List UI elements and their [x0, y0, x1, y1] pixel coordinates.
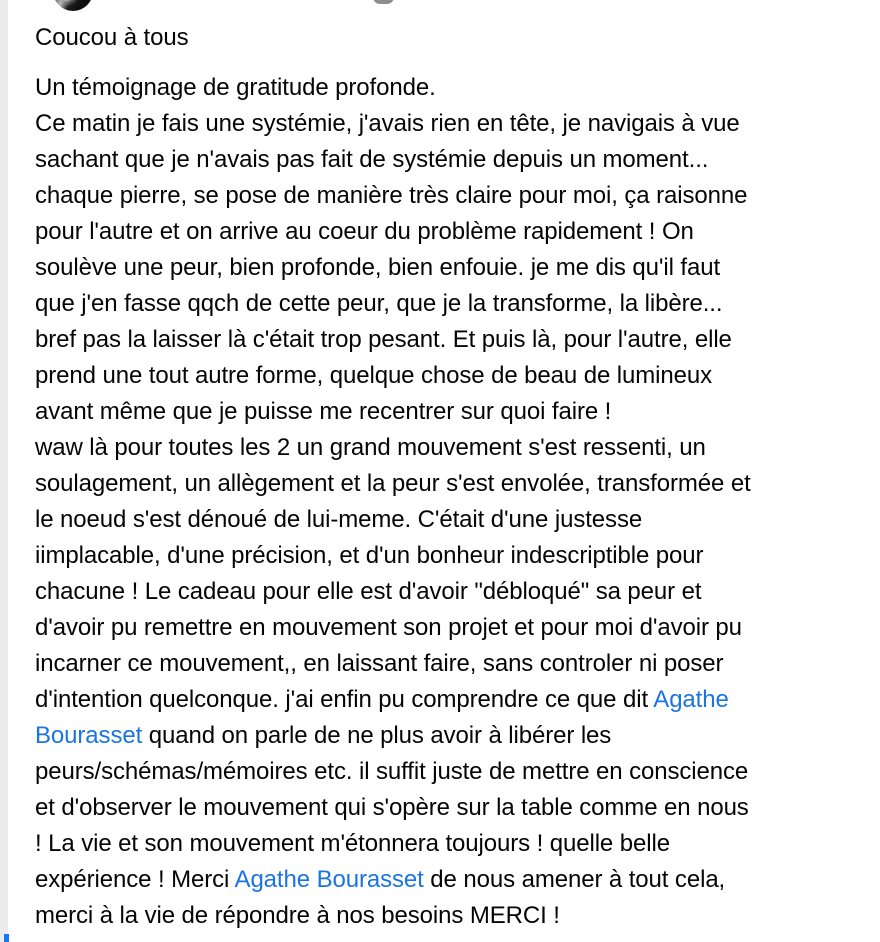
text-run: d'avoir pu remettre en mouvement son projet et pour moi d'avoir pu [35, 614, 742, 641]
text-run: d'intention quelconque. j'ai enfin pu comprendre ce que dit [35, 686, 654, 713]
text-run: expérience ! Merci [35, 866, 235, 893]
text-run: sachant que je n'avais pas fait de systémie depuis un moment... [35, 146, 709, 173]
post-text-line [35, 430, 873, 466]
post-text-line [35, 898, 873, 934]
post-text-line [35, 214, 873, 250]
text-run: ! La vie et son mouvement m'étonnera toujours ! quelle belle [35, 830, 670, 857]
profile-link[interactable]: Bourasset [35, 722, 143, 749]
post-text-line [35, 70, 873, 106]
post-text-line [35, 862, 873, 898]
post-text-line [35, 142, 873, 178]
post-text-line [35, 610, 873, 646]
text-run: de nous amener à tout cela, [423, 866, 726, 893]
post-text-line [35, 574, 873, 610]
post-text-line [35, 394, 873, 430]
text-run: avant même que je puisse me recentrer sur quoi faire ! [35, 398, 612, 425]
text-run: pour l'autre et on arrive au coeur du problème rapidement ! On [35, 218, 694, 245]
profile-link[interactable]: Agathe Bourasset [234, 866, 424, 893]
post-text-line [35, 826, 873, 862]
text-run: merci à la vie de répondre à nos besoins MERCI ! [35, 902, 560, 929]
avatar[interactable] [53, 0, 93, 11]
post-text-line [35, 286, 873, 322]
post-text-line [35, 178, 873, 214]
post-content [35, 20, 873, 934]
text-run: waw là pour toutes les 2 un grand mouvement s'est ressenti, un [35, 434, 706, 461]
post-text-line [35, 718, 873, 754]
text-run: Ce matin je fais une systémie, j'avais rien en tête, je navigais à vue [35, 110, 740, 137]
text-run: peurs/schémas/mémoires etc. il suffit juste de mettre en conscience [35, 758, 749, 785]
text-run: le noeud s'est dénoué de lui-meme. C'était d'une justesse [35, 506, 643, 533]
text-run: chaque pierre, se pose de manière très claire pour moi, ça raisonne [35, 182, 748, 209]
post-text-line [35, 106, 873, 142]
cropped-blue-element [4, 934, 9, 942]
text-run: prend une tout autre forme, quelque chose de beau de lumineux [35, 362, 713, 389]
post-text-line [35, 466, 873, 502]
profile-link[interactable]: Agathe [653, 686, 729, 713]
text-run: que j'en fasse qqch de cette peur, que je la transforme, la libère... [35, 290, 723, 317]
left-gutter [0, 0, 8, 942]
post-body [35, 70, 873, 934]
post-text-line [35, 790, 873, 826]
post-text-line [35, 538, 873, 574]
post-text-line [35, 322, 873, 358]
post-greeting: Coucou à tous [35, 24, 189, 51]
cropped-header-icon [373, 0, 394, 4]
post-text-line [35, 646, 873, 682]
text-run: bref pas la laisser là c'était trop pesant. Et puis là, pour l'autre, elle [35, 326, 732, 353]
text-run: et d'observer le mouvement qui s'opère sur la table comme en nous [35, 794, 749, 821]
text-run: Un témoignage de gratitude profonde. [35, 74, 436, 101]
text-run: chacune ! Le cadeau pour elle est d'avoir "débloqué" sa peur et [35, 578, 702, 605]
text-run: quand on parle de ne plus avoir à libérer les [142, 722, 612, 749]
text-run: iimplacable, d'une précision, et d'un bonheur indescriptible pour [35, 542, 704, 569]
text-run: soulève une peur, bien profonde, bien enfouie. je me dis qu'il faut [35, 254, 721, 281]
post-text-line [35, 358, 873, 394]
post-text-line [35, 682, 873, 718]
post-text-line [35, 502, 873, 538]
text-run: incarner ce mouvement,, en laissant faire, sans controler ni poser [35, 650, 724, 677]
post-text-line [35, 754, 873, 790]
text-run: soulagement, un allègement et la peur s'est envolée, transformée et [35, 470, 751, 497]
post-text-line [35, 250, 873, 286]
